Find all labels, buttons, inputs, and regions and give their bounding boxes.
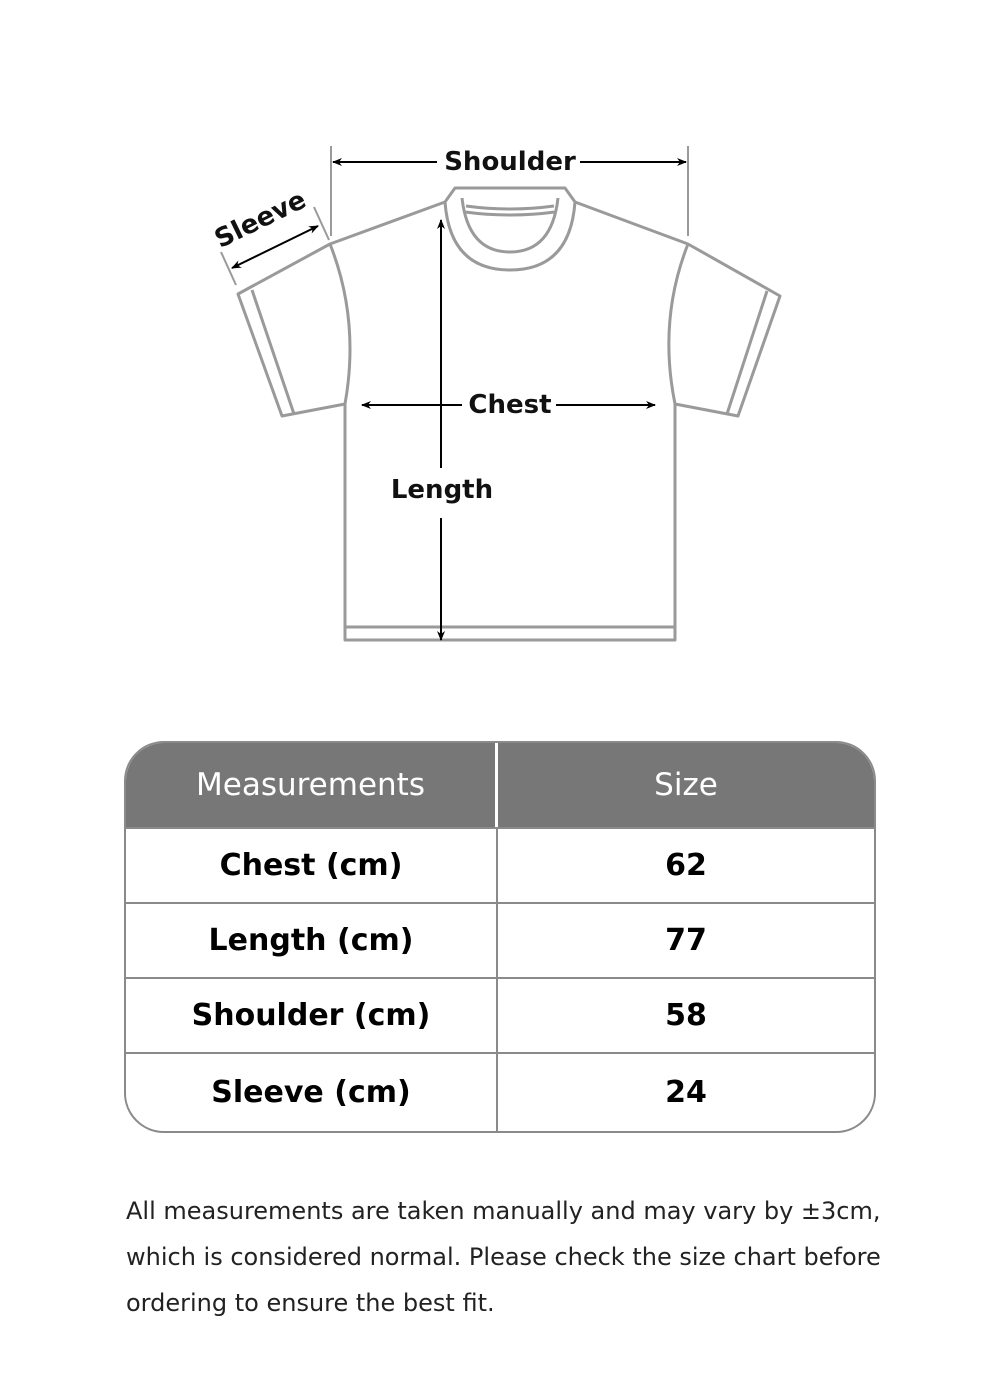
chest-label: Chest bbox=[468, 390, 552, 420]
row-label: Chest (cm) bbox=[126, 829, 498, 902]
row-value: 77 bbox=[665, 923, 707, 958]
shoulder-label: Shoulder bbox=[444, 147, 576, 177]
note-line: which is considered normal. Please check the size chart before bbox=[126, 1243, 881, 1271]
table-header bbox=[126, 743, 874, 827]
table-row bbox=[126, 827, 874, 902]
row-label: Shoulder (cm) bbox=[126, 979, 498, 1052]
sleeve-measure bbox=[210, 185, 329, 285]
length-measure bbox=[391, 220, 493, 640]
length-label: Length bbox=[390, 475, 494, 505]
row-value: 24 bbox=[665, 1075, 707, 1110]
measurement-note bbox=[126, 1188, 886, 1326]
header-measurements: Measurements bbox=[126, 743, 498, 827]
size-table bbox=[124, 741, 876, 1133]
table-row bbox=[126, 1052, 874, 1131]
row-value: 58 bbox=[665, 998, 707, 1033]
row-value: 62 bbox=[665, 848, 707, 883]
chest-measure bbox=[362, 390, 655, 420]
table-row bbox=[126, 977, 874, 1052]
note-line: All measurements are taken manually and may vary by ±3cm, bbox=[126, 1197, 881, 1225]
row-label: Length (cm) bbox=[126, 904, 498, 977]
row-label: Sleeve (cm) bbox=[126, 1054, 498, 1131]
header-size: Size bbox=[654, 767, 718, 803]
note-line: ordering to ensure the best fit. bbox=[126, 1289, 495, 1317]
sleeve-label: Sleeve bbox=[210, 184, 311, 255]
table-row bbox=[126, 902, 874, 977]
